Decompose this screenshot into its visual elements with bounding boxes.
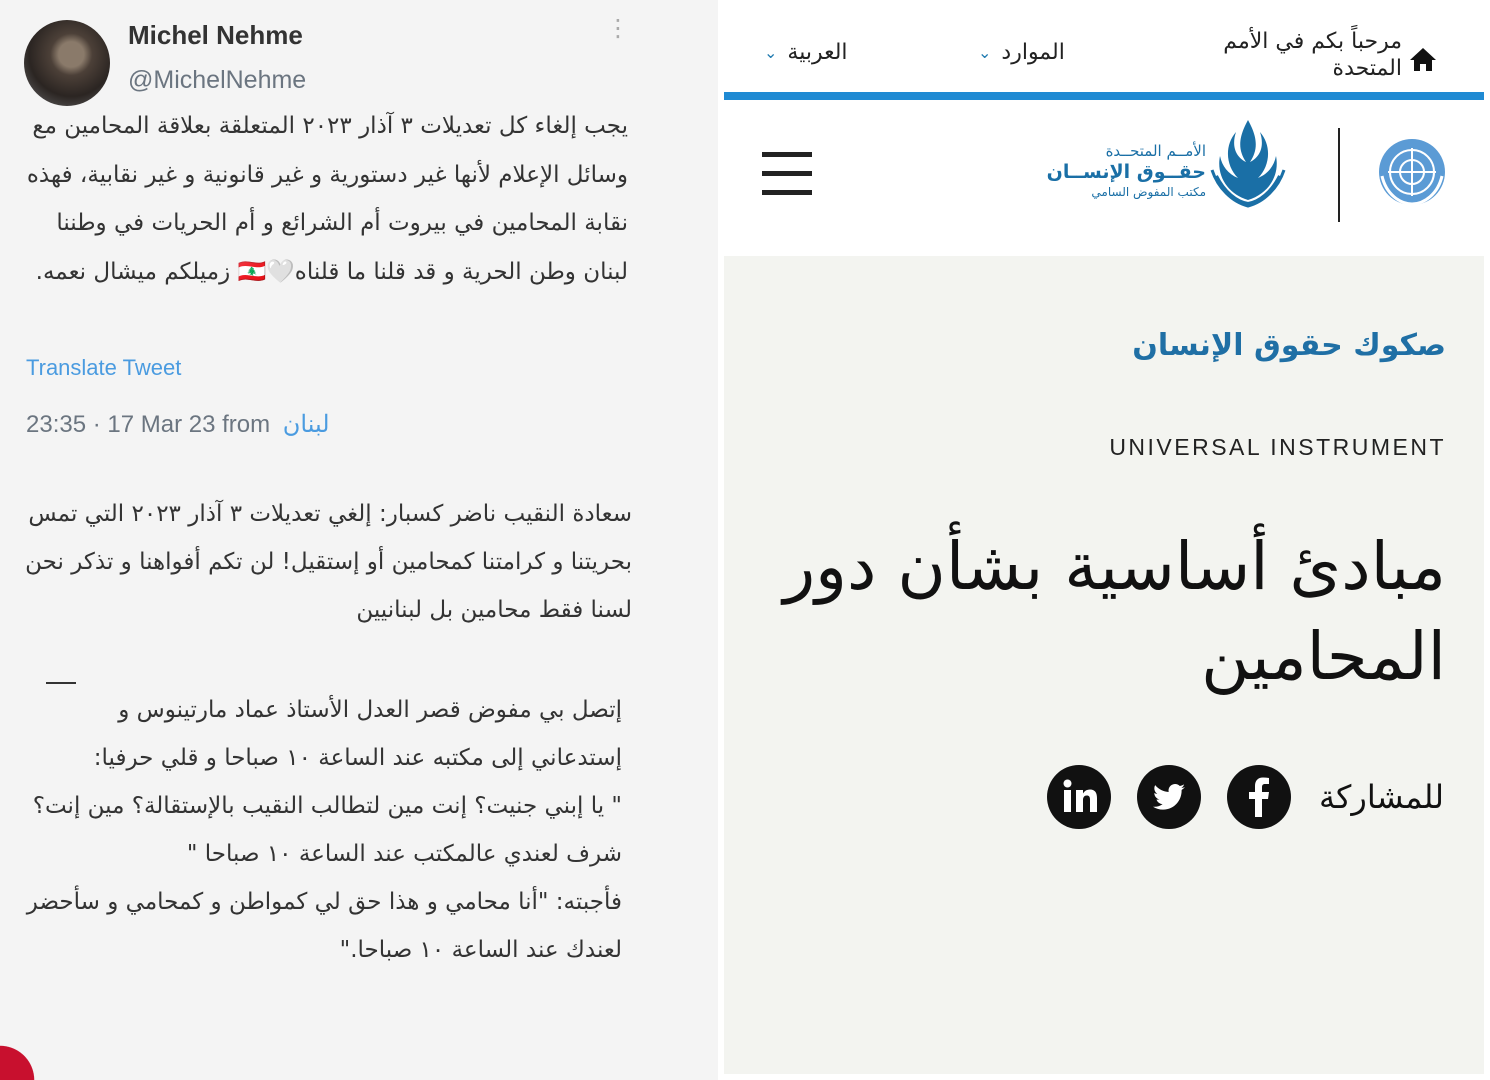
hamburger-menu-icon[interactable] <box>762 152 812 196</box>
un-emblem-icon[interactable] <box>1376 136 1448 208</box>
more-options-icon[interactable]: ⋮ <box>606 14 630 42</box>
resources-label: الموارد <box>1001 40 1065 65</box>
twitter-icon[interactable] <box>1137 765 1201 829</box>
category-link[interactable]: صكوك حقوق الإنسان <box>1132 328 1446 363</box>
page-title: مبادئ أساسية بشأن دور المحامين <box>783 528 1446 695</box>
human-rights-flame-icon[interactable] <box>1208 116 1288 208</box>
instrument-type: UNIVERSAL INSTRUMENT <box>1109 434 1446 460</box>
home-icon[interactable] <box>1408 44 1438 74</box>
top-navigation <box>724 0 1484 92</box>
author-handle[interactable]: @MichelNehme <box>128 66 307 94</box>
tweet-timestamp: 23:35 · 17 Mar 23 from <box>26 411 271 438</box>
chevron-down-icon: ⌄ <box>764 43 778 62</box>
facebook-icon[interactable] <box>1227 765 1291 829</box>
ohchr-page <box>724 0 1490 1080</box>
tweet-metadata <box>26 410 330 439</box>
logo-line: الأمــم المتحــدة <box>1105 142 1206 160</box>
author-name[interactable]: Michel Nehme <box>128 20 303 50</box>
quote-paragraph: فأجبته: "أنا محامي و هذا حق لي كمواطن و كمحامي و سأحضر لعندك عند الساعة ١٠ صباحا." <box>26 889 622 963</box>
resources-menu[interactable] <box>978 40 1065 65</box>
quoted-post-1: سعادة النقيب ناضر كسبار: إلغي تعديلات ٣ آذار ٢٠٢٣ التي تمس بحريتنا و كرامتنا كمحامين أو إستقيل! لن تكم أفواهنا و تذكر نحن لسنا فقط محامين بل لبنانيين <box>25 501 632 623</box>
tweet-text: يجب إلغاء كل تعديلات ٣ آذار ٢٠٢٣ المتعلقة بعلاقة المحامين مع وسائل الإعلام لأنها غير دستورية و غير قانونية و غير نقابية، فهذه نقابة المحامين في بيروت أم الشرائع و أم الحريات في وطننا لبنان وطن الحرية و قد قلنا ما قلناه🤍🇱🇧 زميلكم ميشال نعمه. <box>26 113 628 285</box>
language-selector[interactable] <box>764 40 848 65</box>
quote-paragraph: إتصل بي مفوض قصر العدل الأستاذ عماد مارتينوس و إستدعاني إلى مكتبه عند الساعة ١٠ صباحا و قلي حرفيا: <box>93 697 622 771</box>
language-label: العربية <box>787 40 848 65</box>
author-avatar[interactable] <box>24 20 110 106</box>
accent-bar <box>724 92 1484 100</box>
site-header <box>724 100 1484 252</box>
page-bottom-edge <box>724 1074 1490 1080</box>
logo-line: حقــوق الإنســان <box>1046 161 1206 183</box>
flag-fragment <box>0 1040 40 1080</box>
tweet-source-link[interactable]: لبنان <box>282 411 330 438</box>
quote-paragraph: " يا إبني جنيت؟ إنت مين لتطالب النقيب بالإستقالة؟ مين إنت؟ شرف لعندي عالمكتب عند الساعة ١٠ صباحا " <box>32 793 622 867</box>
share-bar <box>1004 762 1444 832</box>
divider-mark <box>46 682 76 684</box>
quoted-post-2 <box>22 686 622 974</box>
tweet-panel <box>0 0 718 1080</box>
logo-line: مكتب المفوض السامي <box>1091 185 1206 199</box>
translate-tweet-link[interactable]: Translate Tweet <box>26 355 182 380</box>
header-separator <box>1338 128 1340 222</box>
welcome-link[interactable]: مرحباً بكم في الأمم المتحدة <box>1223 29 1402 81</box>
chevron-down-icon: ⌄ <box>978 43 992 62</box>
ohchr-logo-text[interactable] <box>1038 142 1206 200</box>
share-label: للمشاركة <box>1319 778 1444 816</box>
linkedin-icon[interactable] <box>1047 765 1111 829</box>
main-content <box>724 256 1484 1074</box>
